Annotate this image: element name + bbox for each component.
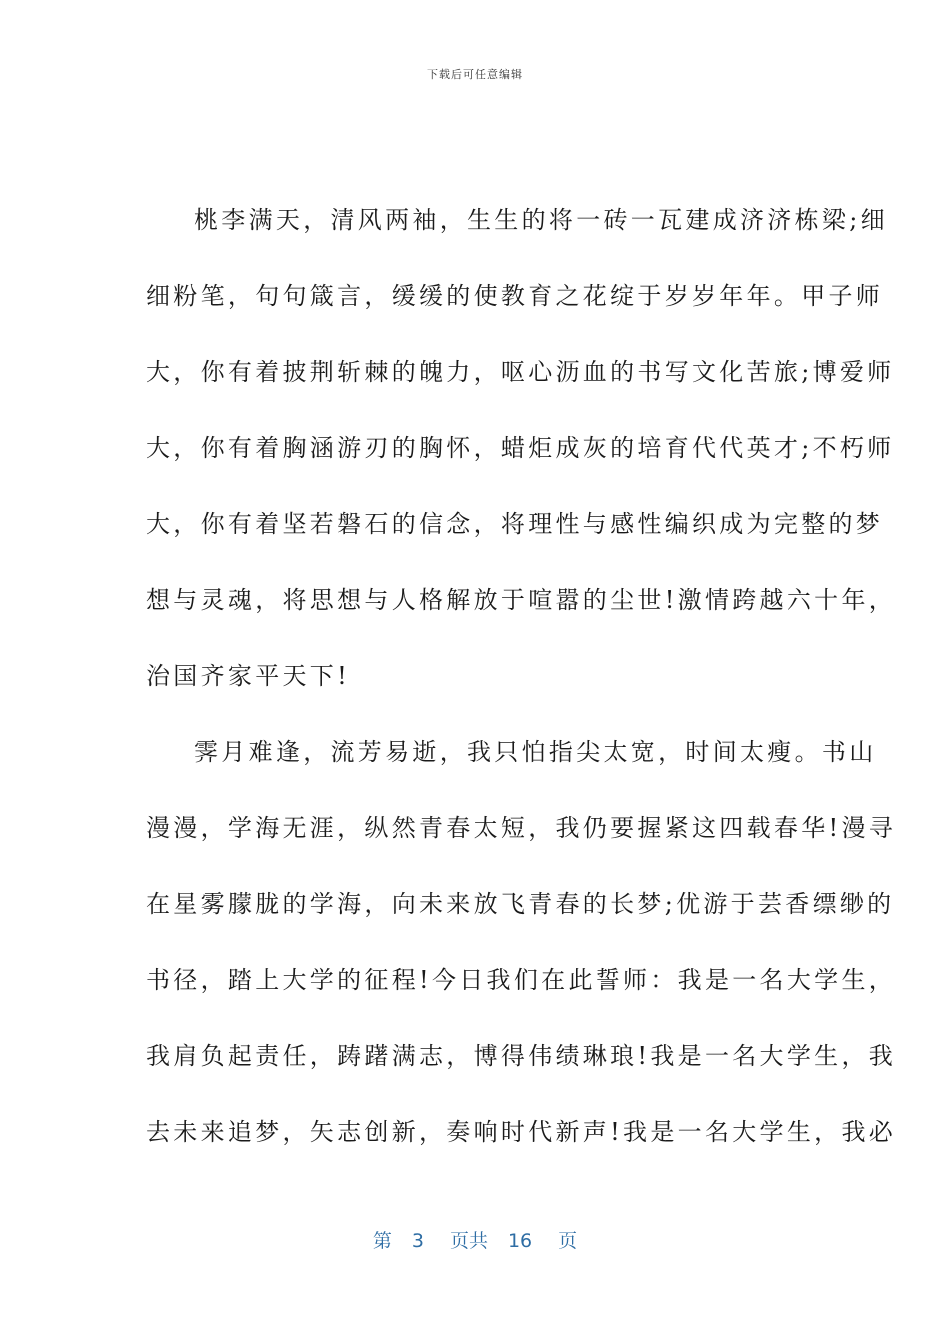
text-line: 想与灵魂，将思想与人格解放于喧嚣的尘世!激情跨越六十年，: [146, 586, 897, 614]
text-line: 大，你有着坚若磐石的信念，将理性与感性编织成为完整的梦: [146, 510, 884, 538]
text-line: 漫漫，学海无涯，纵然青春太短，我仍要握紧这四载春华!漫寻: [146, 814, 897, 842]
footer-prefix: 第: [372, 1230, 392, 1252]
text-line: 书径，踏上大学的征程!今日我们在此誓师：我是一名大学生，: [146, 966, 897, 994]
text-line: 大，你有着披荆斩棘的魄力，呕心沥血的书写文化苦旅;博爱师: [146, 358, 895, 386]
total-pages-number: 16: [507, 1230, 533, 1252]
text-line: 我肩负起责任，踌躇满志，博得伟绩琳琅!我是一名大学生，我: [146, 1042, 897, 1070]
text-line: 大，你有着胸涵游刃的胸怀，蜡炬成灰的培育代代英才;不朽师: [146, 434, 895, 462]
text-line: 细粉笔，句句箴言，缓缓的使教育之花绽于岁岁年年。甲子师: [146, 282, 884, 310]
text-line: 桃李满天，清风两袖，生生的将一砖一瓦建成济济栋梁;细: [194, 206, 888, 234]
text-line: 治国齐家平天下!: [146, 662, 351, 690]
text-line: 去未来追梦，矢志创新，奏响时代新声!我是一名大学生，我必: [146, 1118, 897, 1146]
header-note: 下载后可任意编辑: [427, 68, 523, 81]
document-body: [146, 196, 897, 1184]
current-page-number: 3: [411, 1230, 424, 1252]
text-line: 在星雾朦胧的学海，向未来放飞青春的长梦;优游于芸香缥缈的: [146, 890, 895, 918]
text-line: 霁月难逢，流芳易逝，我只怕指尖太宽，时间太瘦。书山: [194, 738, 877, 766]
footer-middle: 页共: [449, 1230, 488, 1252]
page-footer: [0, 1226, 950, 1253]
footer-suffix: 页: [558, 1230, 578, 1252]
